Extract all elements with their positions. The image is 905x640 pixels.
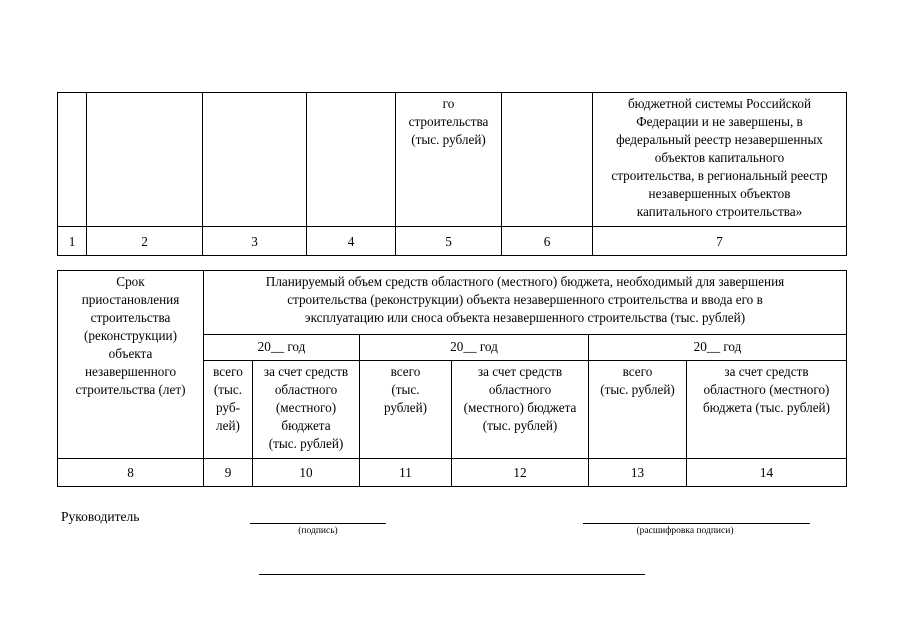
table-cell: бюджетной системы Российской Федерации и не завершены, в федеральный реестр незавершенных объектов капитального строительства, в региональный реестр незавершенных объектов капитального строительства» (593, 93, 847, 227)
column-number: 13 (589, 459, 687, 487)
column-number: 2 (87, 227, 203, 256)
table-cell (87, 93, 203, 227)
subheader-total: всего (тыс. рублей) (360, 360, 452, 458)
column-number: 3 (203, 227, 307, 256)
table-row (58, 93, 847, 227)
column-number: 8 (58, 459, 204, 487)
subheader-budget-funds: за счет средств областного (местного) бюджета (тыс. рублей) (253, 360, 360, 458)
signature-line (250, 523, 386, 524)
column-number: 12 (452, 459, 589, 487)
column-number: 11 (360, 459, 452, 487)
column-number: 5 (396, 227, 502, 256)
column-number: 14 (687, 459, 847, 487)
column-number: 6 (502, 227, 593, 256)
subheader-budget-funds: за счет средств областного (местного) бюджета (тыс. рублей) (452, 360, 589, 458)
column-number: 1 (58, 227, 87, 256)
signature-decode-line (583, 523, 810, 524)
signature-caption: (подпись) (298, 526, 338, 536)
table-cell (307, 93, 396, 227)
subheader-total: всего (тыс. рублей) (589, 360, 687, 458)
column-number: 9 (204, 459, 253, 487)
table-cell (502, 93, 593, 227)
table-cell: го строительства (тыс. рублей) (396, 93, 502, 227)
subheader-budget-funds: за счет средств областного (местного) бюджета (тыс. рублей) (687, 360, 847, 458)
table-cell (58, 93, 87, 227)
year-header: 20__ год (360, 334, 589, 360)
subheader-total: всего (тыс. руб- лей) (204, 360, 253, 458)
table-upper (57, 92, 847, 256)
signature-decode-caption: (расшифровка подписи) (636, 526, 734, 536)
bottom-line (259, 574, 645, 575)
header-row (58, 271, 847, 335)
column-number-row (58, 459, 847, 487)
table-cell (203, 93, 307, 227)
column-number-row (58, 227, 847, 256)
header-planned-volume: Планируемый объем средств областного (местного) бюджета, необходимый для завершения строительства (реконструкции) объекта незавершенного строительства и ввода его в эксплуатацию или сноса объекта незавершенного строительства (тыс. рублей) (204, 271, 847, 335)
year-header: 20__ год (589, 334, 847, 360)
header-suspension-period: Срок приостановления строительства (реконструкции) объекта незавершенного строительства (лет) (58, 271, 204, 459)
year-header: 20__ год (204, 334, 360, 360)
column-number: 4 (307, 227, 396, 256)
table-lower (57, 270, 847, 487)
column-number: 7 (593, 227, 847, 256)
signature-role-label: Руководитель (61, 509, 140, 524)
column-number: 10 (253, 459, 360, 487)
